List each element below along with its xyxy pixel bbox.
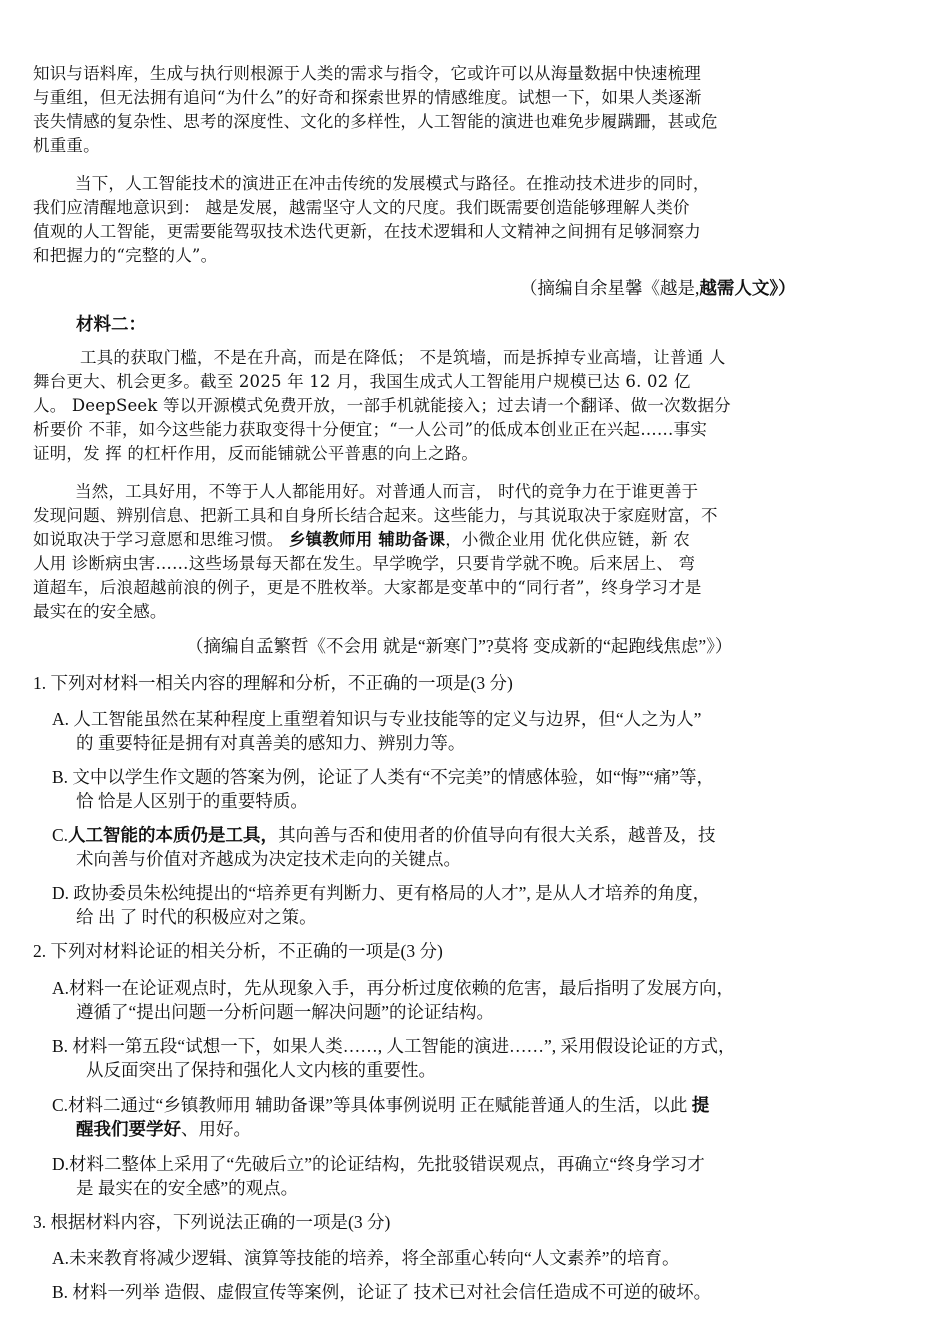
m1-p1-line4: 机重重。: [33, 136, 100, 155]
m1-p2-line4: 和把握力的“完整的人”。: [33, 246, 218, 265]
m2-p1-line3: 人。 DeepSeek 等以开源模式免费开放，一部手机就能接入；过去请一个翻译、做一次数据分: [33, 396, 731, 415]
q1-option-c-line1: [52, 823, 716, 847]
m2-p2-line3-bold: 乡镇教师用 辅助备课: [288, 530, 446, 549]
m2-p1-line4: 析要价 不菲，如今这些能力获取变得十分便宜；“一人公司”的低成本创业正在兴起……事实: [33, 420, 708, 439]
m2-p2-line3: [33, 528, 690, 552]
m1-p2-line2: 我们应清醒地意识到： 越是发展，越需坚守人文的尺度。我们既需要创造能够理解人类价: [33, 198, 690, 217]
q1-option-c-prefix: C.: [52, 825, 69, 845]
m2-p2-line6: 最实在的安全感。: [33, 602, 167, 621]
q2-option-c-text: C.材料二通过“乡镇教师用 辅助备课”等具体事例说明 正在赋能普通人的生活，以此: [52, 1095, 688, 1115]
m2-p1-line1: 工具的获取门槛，不是在升高，而是在降低； 不是筑墙，而是拆掉专业高墙，让普通 人: [80, 348, 726, 367]
m2-p2-line5: 道超车，后浪超越前浪的例子，更是不胜枚举。大家都是变革中的“同行者”，终身学习才是: [33, 578, 702, 597]
q2-option-d-line2: 是 最实在的安全感”的观点。: [76, 1178, 299, 1198]
q2-option-a-line1: A.材料一在论证观点时，先从现象入手，再分析过度依赖的危害，最后指明了发展方向，: [52, 978, 735, 998]
m1-p1-line2: 与重组，但无法拥有追问“为什么”的好奇和探索世界的情感维度。试想一下，如果人类逐渐: [33, 88, 702, 107]
q1-option-c-bold: 人工智能的本质仍是工具，: [68, 825, 279, 845]
m2-p1-line5: 证明，发 挥 的杠杆作用，反而能铺就公平普惠的向上之路。: [33, 444, 479, 463]
q2-option-d-line1: D.材料二整体上采用了“先破后立”的论证结构，先批驳错误观点，再确立“终身学习才: [52, 1154, 705, 1174]
q2-option-c-bold: 醒我们要学好: [76, 1119, 181, 1139]
m2-p2-line2: 发现问题、辨别信息、把新工具和自身所长结合起来。这些能力，与其说取决于家庭财富，不: [33, 506, 718, 525]
q1-option-d-line2: 给 出 了 时代的积极应对之策。: [76, 907, 317, 927]
q3-option-b: B. 材料一列举 造假、虚假宣传等案例，论证了 技术已对社会信任造成不可逆的破坏。: [52, 1282, 712, 1302]
m1-p2-line1: 当下，人工智能技术的演进正在冲击传统的发展模式与路径。在推动技术进步的同时，: [75, 174, 710, 193]
q1-stem: 1. 下列对材料一相关内容的理解和分析，不正确的一项是(3 分): [33, 673, 513, 693]
m1-p1-line3: 丧失情感的复杂性、思考的深度性、文化的多样性，人工智能的演进也难免步履蹒跚，甚或危: [33, 112, 718, 131]
m2-p1-line2: 舞台更大、机会更多。截至 2025 年 12 月，我国生成式人工智能用户规模已达 6. 02 亿: [33, 372, 691, 391]
q1-option-d-line1: D. 政协委员朱松纯提出的“培养更有判断力、更有格局的人才”, 是从人才培养的角度，: [52, 883, 711, 903]
q2-option-c-line1: [52, 1093, 709, 1117]
q2-option-c-line2: [76, 1117, 251, 1141]
m2-p2-line1: 当然，工具好用，不等于人人都能用好。对普通人而言， 时代的竞争力在于谁更善于: [75, 482, 699, 501]
m2-p2-line3-start: 如说取决于学习意愿和思维习惯。: [33, 530, 289, 549]
q1-option-a-line1: A. 人工智能虽然在某种程度上重塑着知识与专业技能等的定义与边界，但“人之为人”: [52, 709, 702, 729]
m1-p1-line1: 知识与语料库，生成与执行则根源于人类的需求与指令，它或许可以从海量数据中快速梳理: [33, 64, 701, 83]
m2-p2-line4: 人用 诊断病虫害……这些场景每天都在发生。早学晚学，只要肯学就不晚。后来居上、 弯: [33, 554, 696, 573]
m2-p2-line3-end: ，小微企业用 优化供应链，新 农: [445, 530, 690, 549]
q1-option-c-rest: 其向善与否和使用者的价值导向有很大关系，越普及，技: [278, 825, 716, 845]
m1-p2-line3: 值观的人工智能，更需要能驾驭技术迭代更新，在技术逻辑和人文精神之间拥有足够洞察力: [33, 222, 701, 241]
q2-option-b-line2: 从反面突出了保持和强化人文内核的重要性。: [86, 1060, 436, 1080]
q1-option-c-line2: 术向善与价值对齐越成为决定技术走向的关键点。: [76, 849, 461, 869]
q2-option-c-rest: 、用好。: [181, 1119, 251, 1139]
m1-source: [520, 276, 796, 300]
q1-option-b-line1: B. 文中以学生作文题的答案为例，论证了人类有“不完美”的情感体验，如“悔”“痛”等，: [52, 767, 715, 787]
material2-heading: 材料二：: [76, 314, 146, 334]
q1-option-a-line2: 的 重要特征是拥有对真善美的感知力、辨别力等。: [76, 733, 466, 753]
q3-option-a: A.未来教育将减少逻辑、演算等技能的培养，将全部重心转向“人文素养”的培育。: [52, 1248, 680, 1268]
q2-option-a-line2: 遵循了“提出问题一分析问题一解决问题”的论证结构。: [76, 1002, 495, 1022]
m2-source: （摘编自孟繁哲《不会用 就是“新寒门”?莫将 变成新的“起跑线焦虑”》）: [186, 636, 733, 656]
q2-option-c-bold-tail: 提: [691, 1095, 710, 1115]
m1-source-bold: 越需人文》）: [699, 278, 796, 298]
q1-option-b-line2: 恰 恰是人区别于的重要特质。: [76, 791, 308, 811]
q3-stem: 3. 根据材料内容，下列说法正确的一项是(3 分): [33, 1212, 391, 1232]
q2-option-b-line1: B. 材料一第五段“试想一下，如果人类……, 人工智能的演进……”, 采用假设论证的方式，: [52, 1036, 736, 1056]
q2-stem: 2. 下列对材料论证的相关分析，不正确的一项是(3 分): [33, 941, 443, 961]
m1-source-prefix: （摘编自余星馨《越是,: [520, 278, 700, 298]
